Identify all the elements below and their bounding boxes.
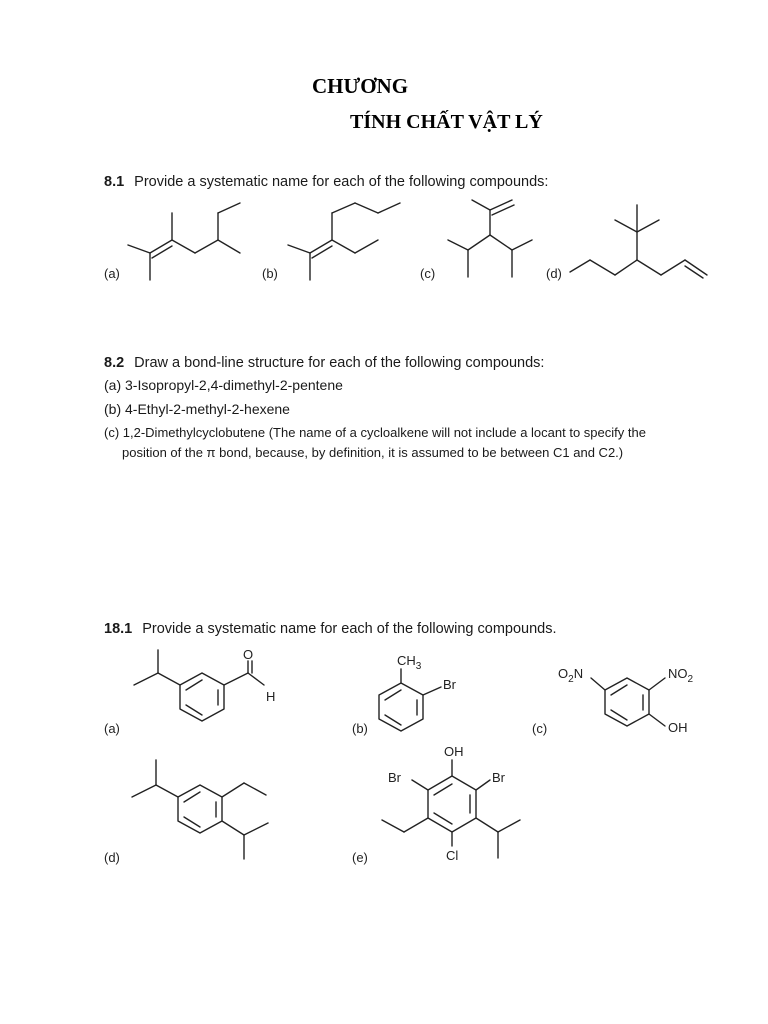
atom-no2: $NO_2$ — [668, 666, 694, 685]
question-number: 18.1 — [104, 621, 133, 637]
label-8-1-d: (d) — [546, 266, 562, 281]
structure-18-1-e — [370, 740, 540, 870]
atom-ch3: $CH_3$ — [397, 653, 422, 672]
structure-8-1-c — [440, 195, 550, 290]
label-8-1-a: (a) — [104, 266, 120, 281]
atom-br-left: Br — [388, 770, 401, 785]
item-8-2-a: (a) 3-Isopropyl-2,4-dimethyl-2-pentene — [104, 377, 343, 393]
question-18-1 — [104, 621, 557, 637]
label-18-1-b: (b) — [352, 721, 368, 736]
structure-18-1-b — [365, 645, 475, 740]
atom-h: H — [266, 689, 276, 704]
chapter-subtitle: TÍNH CHẤT VẬT LÝ — [350, 111, 543, 133]
question-prompt: Draw a bond-line structure for each of the following compounds: — [134, 355, 545, 371]
item-8-2-c-cont: position of the π bond, because, by definition, it is assumed to be between C1 and C2.) — [122, 445, 624, 460]
label-8-1-b: (b) — [262, 266, 278, 281]
question-8-1 — [104, 174, 548, 190]
question-number: 8.2 — [104, 355, 125, 371]
label-18-1-d: (d) — [104, 850, 120, 865]
question-prompt: Provide a systematic name for each of the following compounds. — [142, 621, 557, 637]
item-8-2-c: (c) 1,2-Dimethylcyclobutene (The name of a cycloalkene will not include a locant to specify the — [104, 425, 646, 440]
atom-o: O — [243, 647, 254, 662]
question-prompt: Provide a systematic name for each of the following compounds: — [134, 174, 549, 190]
chapter-title: CHƯƠNG — [312, 74, 409, 98]
structure-18-1-d — [120, 755, 290, 865]
structure-8-1-d — [565, 200, 715, 290]
atom-br: Br — [443, 677, 456, 692]
atom-oh: OH — [668, 720, 688, 735]
structure-8-1-b — [280, 195, 420, 290]
label-18-1-c: (c) — [532, 721, 548, 736]
label-18-1-e: (e) — [352, 850, 368, 865]
atom-o2n: $O_2N$ — [558, 666, 584, 685]
structure-18-1-a — [120, 645, 290, 740]
item-8-2-b: (b) 4-Ethyl-2-methyl-2-hexene — [104, 401, 290, 417]
structure-18-1-c — [555, 660, 715, 740]
atom-cl: Cl — [446, 848, 459, 863]
atom-br-right: Br — [492, 770, 505, 785]
label-8-1-c: (c) — [420, 266, 436, 281]
atom-oh: OH — [444, 744, 464, 759]
question-number: 8.1 — [104, 174, 125, 190]
label-18-1-a: (a) — [104, 721, 120, 736]
question-8-2 — [104, 355, 544, 371]
structure-8-1-a — [120, 195, 260, 290]
